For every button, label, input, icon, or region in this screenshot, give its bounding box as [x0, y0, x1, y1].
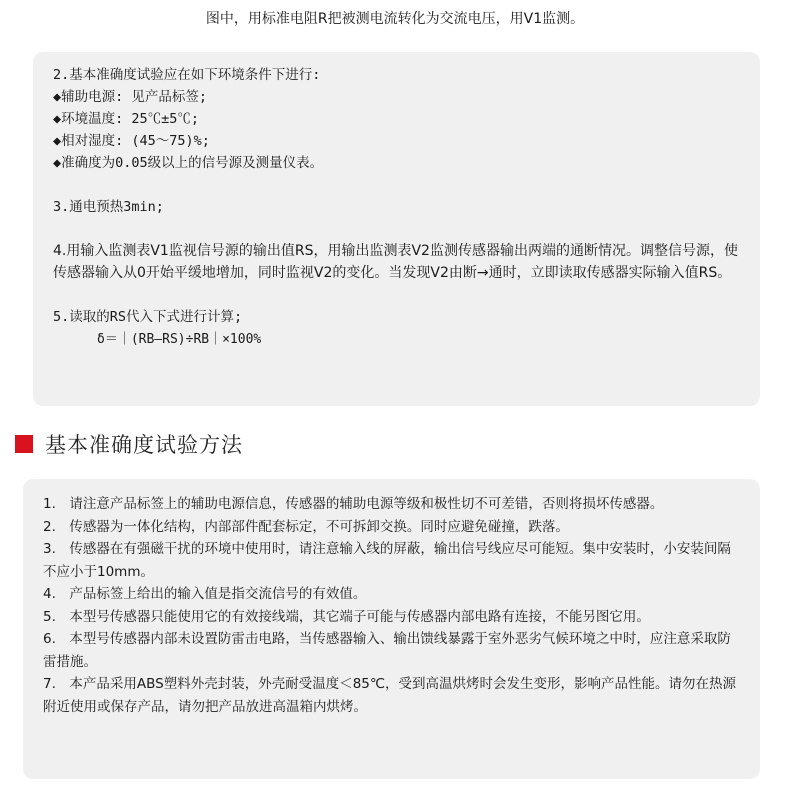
- notes-panel: [23, 479, 760, 779]
- note-item: 2. 传感器为一体化结构，内部部件配套标定，不可拆卸交换。同时应避免碰撞，跌落。: [43, 518, 569, 535]
- spacer: [53, 218, 740, 240]
- step-5: 5.读取的RS代入下式进行计算;: [53, 309, 243, 325]
- note-item: 5. 本型号传感器只能使用它的有效接线端，其它端子可能与传感器内部电路有连接，不能另图它用。: [43, 608, 650, 625]
- condition-temperature: ◆环境温度: 25℃±5℃;: [53, 111, 200, 127]
- condition-power: ◆辅助电源: 见产品标签;: [53, 89, 208, 105]
- condition-accuracy: ◆准确度为0.05级以上的信号源及测量仪表。: [53, 155, 324, 171]
- note-item: 6. 本型号传感器内部未设置防雷击电路，当传感器输入、输出馈线暴露于室外恶劣气候环境之中时，应注意采取防雷措施。: [43, 631, 731, 670]
- figure-caption: 图中，用标准电阻R把被测电流转化为交流电压，用V1监测。: [205, 11, 585, 27]
- step-4: 4.用输入监测表V1监视信号源的输出值RS，用输出监测表V2监测传感器输出两端的通断情况。调整信号源，使传感器输入从0开始平缓地增加，同时监视V2的变化。当发现V2由断→通时，立即读取传感器实际输入值RS。: [53, 243, 738, 281]
- section-marker-square: [15, 435, 33, 453]
- step-2-heading: 2.基本准确度试验应在如下环境条件下进行:: [53, 67, 321, 83]
- step-3: 3.通电预热3min;: [53, 199, 164, 215]
- note-item: 4. 产品标签上给出的输入值是指交流信号的有效值。: [43, 586, 367, 602]
- note-item: 7. 本产品采用ABS塑料外壳封装，外壳耐受温度＜85℃，受到高温烘烤时会发生变形，影响产品性能。请勿在热源附近使用或保存产品，请勿把产品放进高温箱内烘烤。: [43, 676, 737, 715]
- section-header: [15, 429, 243, 459]
- accuracy-formula: δ＝｜(RB—RS)÷RB｜×100%: [97, 332, 262, 347]
- condition-humidity: ◆相对湿度: (45～75)%;: [53, 133, 210, 149]
- section-title: 基本准确度试验方法: [45, 433, 243, 457]
- note-item: 1. 请注意产品标签上的辅助电源信息，传感器的辅助电源等级和极性切不可差错，否则将损坏传感器。: [43, 496, 664, 512]
- test-conditions-panel: [33, 52, 760, 406]
- note-item: 3. 传感器在有强磁干扰的环境中使用时，请注意输入线的屏蔽，输出信号线应尽可能短。集中安装时，小安装间隔不应小于10mm。: [43, 541, 731, 580]
- spacer: [53, 284, 740, 306]
- spacer: [53, 174, 740, 196]
